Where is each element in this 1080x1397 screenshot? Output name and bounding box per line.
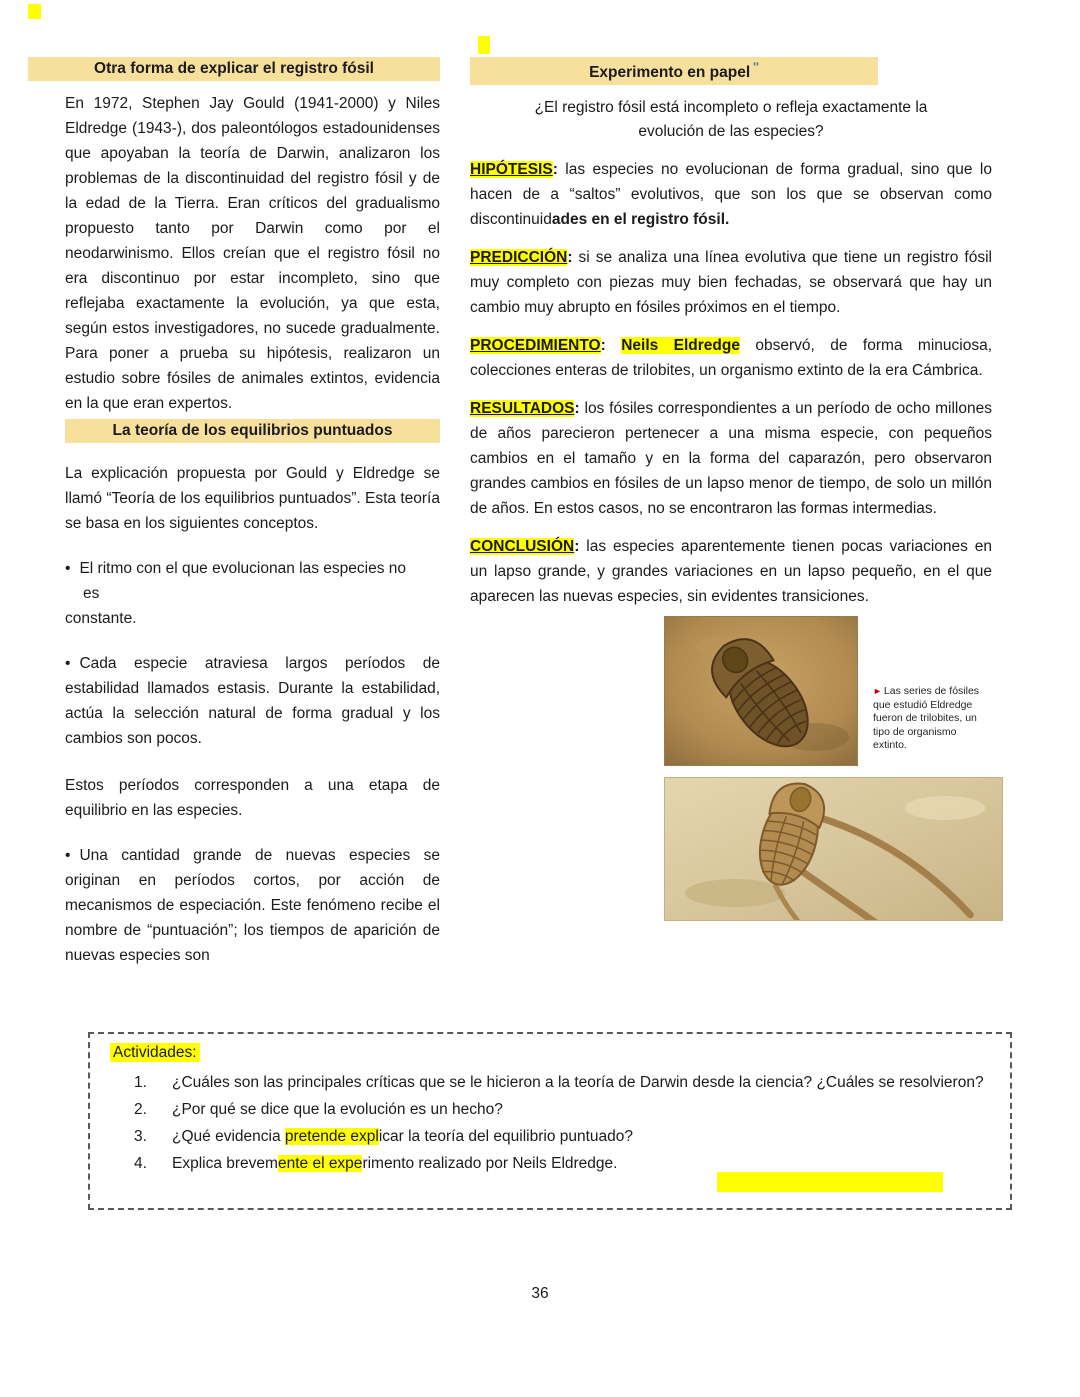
section-header-experimento [470,57,878,85]
figure-row [665,617,992,765]
item-text [172,1124,984,1149]
experiment-header-label: Experimento en papel [589,64,751,81]
trilobite-fossil-photo-1 [665,617,857,765]
activity-item-1 [130,1070,984,1095]
text-run: ades en el registro fósil. [551,211,730,228]
paragraph-procedimiento [470,333,992,383]
text-run: : [600,337,622,354]
text-run: : [567,249,573,266]
text-run: ¿Cuáles son las principales críticas que se le hicieron a la teoría de Darwin desde la ciencia? ¿Cuáles se resolvieron? [172,1074,984,1091]
text-run: HIPÓTESIS [470,161,553,178]
question-line-2: evolución de las especies? [638,123,824,140]
section-header-registro-fosil: Otra forma de explicar el registro fósil [28,57,440,81]
paragraph-conclusion [470,534,992,609]
paragraph-hipotesis [470,157,992,232]
item-number: 3. [134,1128,147,1145]
experiment-question [470,96,992,144]
text-run: Neils Eldredge [621,337,740,354]
text-run: observó, de forma minuciosa, colecciones enteras de trilobites, un organismo extinto de la era Cámbrica. [470,337,993,379]
item-text [172,1097,984,1122]
bullet-icon: • [65,847,71,864]
bullet-item-estasis [65,651,440,751]
bullet-item-ritmo [65,556,440,581]
left-column-body [65,91,440,968]
paragraph-gould-eldredge: En 1972, Stephen Jay Gould (1941-2000) y Niles Eldredge (1943-), dos paleontólogos estadounidenses que apoyaban la teoría de Darwin, analizaron los problemas de la discontinuidad del registro fósil y de la edad de la Tierra. Eran críticos del gradualismo propuesto tanto por Darwin como por el neodarwinismo. Ellos creían que el registro fósil no era discontinuo por estar incompleto, sino que reflejaba exactamente la evolución, ya que esta, según estos investigadores, no sucede gradualmente. Para poner a prueba su hipótesis, realizaron un estudio sobre fósiles de animales extintos, evidencia en la que eran expertos. [65,95,440,412]
bullet-icon: • [65,655,71,672]
caption-arrow-icon: ► [873,686,882,696]
text-run: las especies no evolucionan de forma gradual, sino que lo hacen de a “saltos” evolutivos, que son los que se observan como discontinuid [470,161,992,228]
activities-title [110,1044,984,1062]
text-run: CONCLUSIÓN [470,538,575,555]
activity-item-3 [130,1124,984,1149]
activities-title-text: Actividades: [110,1043,200,1062]
caption-text: Las series de fósiles que estudió Eldredge fueron de trilobites, un tipo de organismo extinto. [873,685,980,751]
page-number: 36 [531,1285,549,1302]
question-line-1: ¿El registro fósil está incompleto o refleja exactamente la [534,99,928,116]
stray-highlight-mark-right-column [478,36,490,54]
item-number: 4. [134,1155,147,1172]
paragraph-equilibrio: Estos períodos corresponden a una etapa de equilibrio en las especies. [65,777,440,819]
paragraph-theory-intro: La explicación propuesta por Gould y Eldredge se llamó “Teoría de los equilibrios puntuados”. Esta teoría se basa en los siguientes conceptos. [65,465,440,532]
text-run: pretende expl [284,1128,379,1145]
paragraph-resultados [470,396,992,521]
text-run: los fósiles correspondientes a un período de ocho millones de años parecieron pertenecer a una misma especie, con pequeños cambios en el tamaño y en la forma del caparazón, pero observaron grandes cambios en fósiles de un lapso menor de tiempo, de solo un millón de años. En estos casos, no se encontraron las formas intermedias. [470,400,992,517]
left-column [28,57,440,968]
quote-marks-icon: '' [753,60,759,74]
text-run: ente el expe [277,1155,363,1172]
bullet-item-puntuacion [65,843,440,968]
bullet-text: El ritmo con el que evolucionan las especies no [79,560,406,577]
text-run: : [574,400,580,417]
bullet-ritmo-tail: constante. [65,610,137,627]
right-column [470,57,992,920]
text-run: PREDICCIÓN [470,249,568,266]
bullet-icon: • [65,560,71,577]
bullet-text: Cada especie atraviesa largos períodos de estabilidad llamados estasis. Durante la estabilidad, actúa la selección natural de forma gradual y los cambios son pocos. [65,655,440,747]
text-run: : [574,538,580,555]
text-run: si se analiza una línea evolutiva que tiene un registro fósil muy completo con piezas muy bien fechadas, se observará que hay un cambio muy abrupto en fósiles próximos en el tiempo. [470,249,992,316]
section-header-equilibrios-puntuados: La teoría de los equilibrios puntuados [65,419,440,443]
item-number: 2. [134,1101,147,1118]
text-run: RESULTADOS [470,400,575,417]
text-run: las especies aparentemente tienen pocas variaciones en un lapso grande, y grandes variaciones en un lapso pequeño, en el que aparecen las nuevas especies, sin evidentes transiciones. [470,538,992,605]
text-run: : [552,161,558,178]
activity-item-2 [130,1097,984,1122]
stray-highlight-bar [717,1172,943,1192]
bullet-ritmo-continuation: es [83,585,100,602]
paragraph-prediccion [470,245,992,320]
bullet-text: Una cantidad grande de nuevas especies se originan en períodos cortos, por acción de mecanismos de especiación. Este fenómeno recibe el nombre de “puntuación”; los tiempos de aparición de nuevas especies son [65,847,440,964]
text-run: PROCEDIMIENTO [470,337,601,354]
item-text [172,1070,984,1095]
text-run: rimento realizado por Neils Eldredge. [362,1155,618,1172]
text-run: ¿Por qué se dice que la evolución es un hecho? [172,1101,503,1118]
text-run: Explica brevem [172,1155,278,1172]
item-number: 1. [134,1074,147,1091]
trilobite-fossil-photo-2 [665,778,1002,920]
figure-caption [873,617,992,765]
stray-highlight-mark-top-left [28,4,41,19]
activities-box [88,1032,1012,1210]
text-run: icar la teoría del equilibrio puntuado? [378,1128,634,1145]
activities-list [130,1070,984,1176]
text-run: ¿Qué evidencia [172,1128,285,1145]
